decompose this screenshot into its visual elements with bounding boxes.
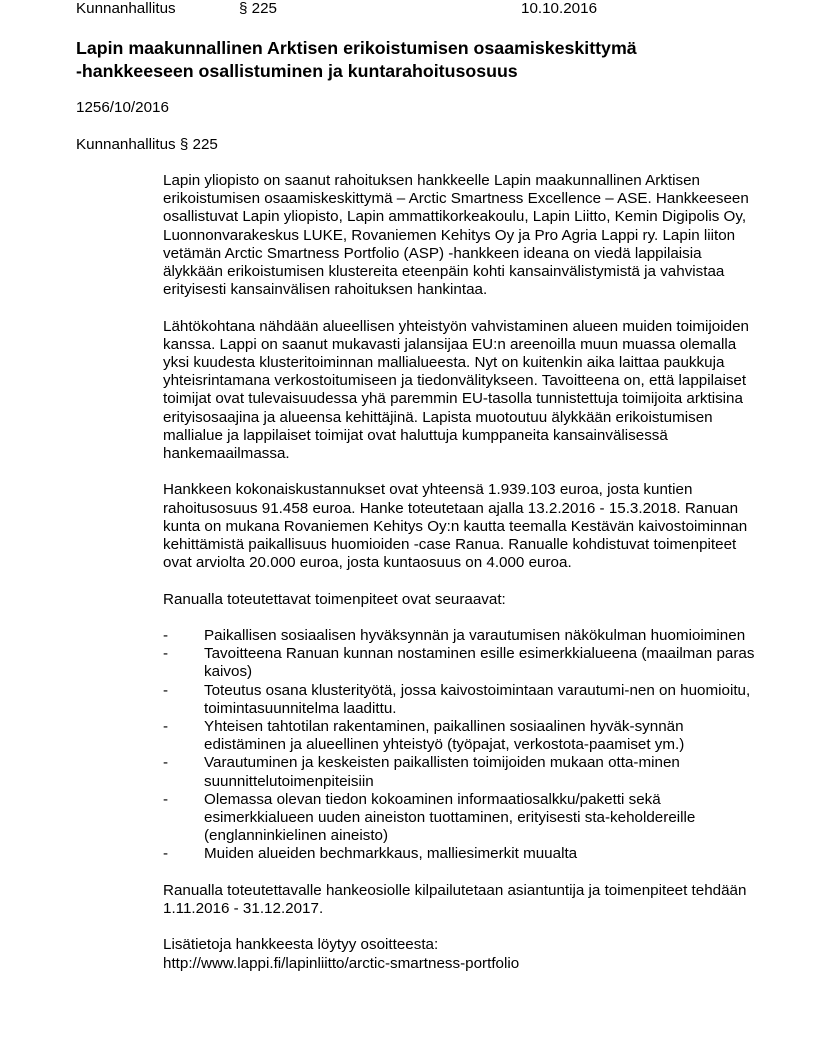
list-item-text: Paikallisen sosiaalisen hyväksynnän ja varautumisen näkökulman huomioiminen [204, 627, 746, 645]
list-item [163, 718, 763, 754]
list-item [163, 754, 763, 790]
dash-bullet-icon: - [163, 790, 169, 808]
paragraph-starting-point: Lähtökohtana nähdään alueellisen yhteistyön vahvistaminen alueen muiden toimijoiden kanssa. Lappi on saanut mukavasti jalansijaa EU:n areenoilla muun muassa olemalla yksi kuudesta klusteritoiminnan mallialueesta. Nyt on kuitenkin aika laittaa paukkuja yhteisrintamana verkostoitumiseen ja tiedonvälitykseen. Tavoitteena on, että lappilaiset toimijat ovat tulevaisuudessa yhä paremmin EU-tasolla tunnistettuja toimijoita arktisina erityisosaajina ja alueensa kehittäjinä. Lapista muotoutuu älykkään erikoistumisen mallialue ja lappilaiset toimijat ovat haluttuja kumppaneita kansainvälisessä hankemaailmassa. [163, 317, 749, 463]
dash-bullet-icon: - [163, 754, 169, 772]
measures-list [163, 627, 763, 864]
list-item-text: Muiden alueiden bechmarkkaus, malliesimerkit muualta [204, 845, 578, 863]
paragraph-schedule: Ranualla toteutettavalle hankeosiolle kilpailutetaan asiantuntija ja toimenpiteet tehdään 1.11.2016 - 31.12.2017. [163, 881, 747, 918]
list-item [163, 682, 763, 718]
more-info [163, 936, 763, 972]
dash-bullet-icon: - [163, 718, 169, 736]
list-item [163, 791, 763, 846]
document-title-line-2: -hankkeeseen osallistuminen ja kuntarahoitusosuus [76, 61, 518, 81]
list-item [163, 845, 763, 863]
more-info-link[interactable]: http://www.lappi.fi/lapinliitto/arctic-smartness-portfolio [163, 954, 520, 972]
list-item-text: Yhteisen tahtotilan rakentaminen, paikallinen sosiaalinen hyväk-synnän edistäminen ja alueellinen yhteistyö (työpajat, verkostota-paamiset ym.) [204, 718, 685, 754]
header-date: 10.10.2016 [521, 0, 598, 17]
list-item [163, 627, 763, 645]
header-section: § 225 [239, 0, 278, 17]
list-item-text: Olemassa olevan tiedon kokoaminen informaatiosalkku/paketti sekä esimerkkialueen uuden aineiston tuottaminen, erityisesti sta-keholdereille (englanninkielinen aineisto) [204, 790, 696, 845]
document-number: 1256/10/2016 [76, 99, 169, 116]
list-item-text: Tavoitteena Ranuan kunnan nostaminen esille esimerkkialueena (maailman paras kaivos) [204, 645, 755, 681]
dash-bullet-icon: - [163, 681, 169, 699]
document-title-line-1: Lapin maakunnallinen Arktisen erikoistumisen osaamiskeskittymä [76, 38, 637, 58]
paragraph-costs: Hankkeen kokonaiskustannukset ovat yhteensä 1.939.103 euroa, josta kuntien rahoitusosuus 91.458 euroa. Hanke toteutetaan ajalla 13.2.2016 - 15.3.2018. Ranuan kunta on mukana Rovaniemen Kehitys Oy:n kautta teemalla Kestävän kaivostoiminnan kehittämistä paikallisuus huomioiden -case Ranua. Ranualle kohdistuvat toimenpiteet ovat arviolta 20.000 euroa, josta kuntaosuus on 4.000 euroa. [163, 481, 748, 572]
list-item-text: Toteutus osana klusterityötä, jossa kaivostoimintaan varautumi-nen on huomioitu, toimintasuunnitelma laadittu. [204, 681, 751, 717]
measures-intro: Ranualla toteutettavat toimenpiteet ovat seuraavat: [163, 590, 506, 608]
more-info-label: Lisätietoja hankkeesta löytyy osoitteesta: [163, 936, 439, 954]
dash-bullet-icon: - [163, 627, 169, 645]
list-item-text: Varautuminen ja keskeisten paikallisten toimijoiden mukaan otta-minen suunnittelutoimenpiteisiin [204, 754, 680, 790]
paragraph-funding: Lapin yliopisto on saanut rahoituksen hankkeelle Lapin maakunnallinen Arktisen erikoistumisen osaamiskeskittymä – Arctic Smartness Excellence – ASE. Hankkeeseen osallistuvat Lapin yliopisto, Lapin ammattikorkeakoulu, Lapin Liitto, Kemin Digipolis Oy, Luonnonvarakeskus LUKE, Rovaniemen Kehitys Oy ja Pro Agria Lappi ry. Lapin liiton vetämän Arctic Smartness Portfolio (ASP) -hankkeen ideana on viedä lappilaisia älykkään erikoistumisen klustereita eteenpäin kohti kansainvälistymistä ja vahvistaa erityisesti kansainvälisen rahoituksen hankintaa. [163, 172, 749, 299]
measures-section [163, 591, 763, 864]
dash-bullet-icon: - [163, 645, 169, 663]
document-body [163, 172, 763, 973]
list-item [163, 645, 763, 681]
document-title [76, 37, 776, 83]
dash-bullet-icon: - [163, 845, 169, 863]
header-body-name: Kunnanhallitus [76, 0, 176, 17]
meeting-reference: Kunnanhallitus § 225 [76, 136, 218, 153]
